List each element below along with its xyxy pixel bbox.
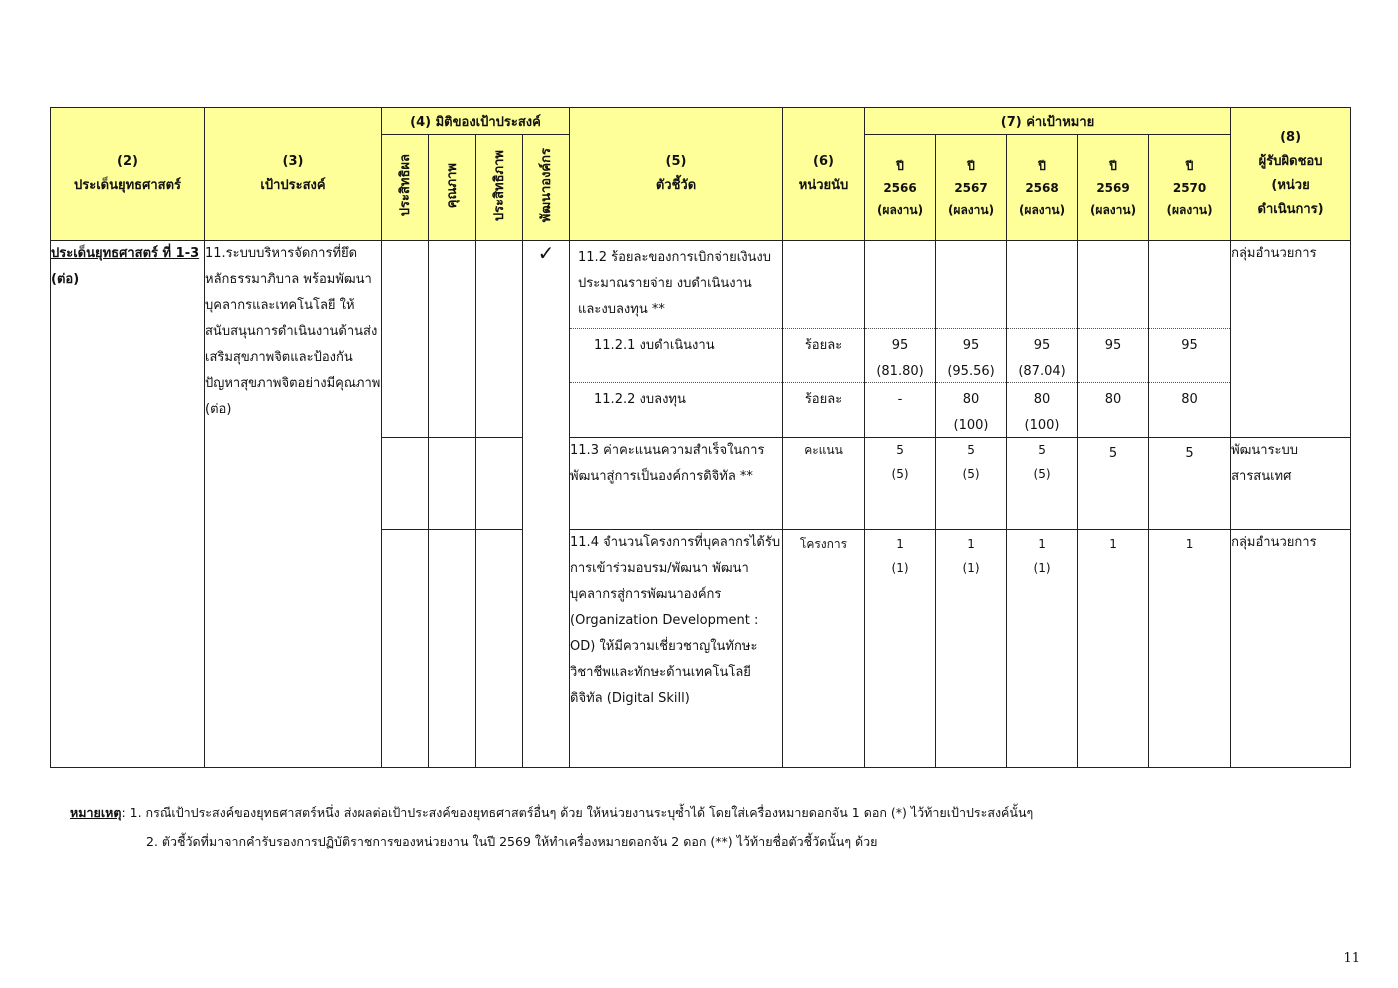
- target-2570-11-3: 5: [1149, 438, 1231, 530]
- target-2567-11-3: 5 (5): [936, 438, 1007, 530]
- header-targets: (7) ค่าเป้าหมาย: [865, 108, 1231, 135]
- header-owner: (8) ผู้รับผิดชอบ (หน่วย ดำเนินการ): [1231, 108, 1351, 241]
- header-dim-org-development: พัฒนาองค์กร: [523, 135, 570, 241]
- header-dimensions: (4) มิติของเป้าประสงค์: [382, 108, 570, 135]
- strategy-table: [50, 107, 1351, 768]
- header-year-2568: ปี 2568 (ผลงาน): [1007, 135, 1078, 241]
- header-indicator: (5) ตัวชี้วัด: [570, 108, 783, 241]
- unit-11-3: คะแนน: [783, 438, 865, 530]
- header-year-2567: ปี 2567 (ผลงาน): [936, 135, 1007, 241]
- target-2567-11-4: 1 (1): [936, 530, 1007, 768]
- header-dim-quality: คุณภาพ: [429, 135, 476, 241]
- indicator-11-2-1: 11.2.1 งบดำเนินงาน: [570, 329, 782, 383]
- indicator-11-4: 11.4 จำนวนโครงการที่บุคลากรได้รับการเข้าร่วมอบรม/พัฒนา พัฒนาบุคลากรสู่การพัฒนาองค์กร (Organization Development : OD) ให้มีความเชี่ยวชาญในทักษะวิชาชีพและทักษะด้านเทคโนโลยีดิจิทัล (Digital Skill): [570, 530, 783, 768]
- dim-org-development-cell: [523, 241, 570, 768]
- dim-quality-cell: [429, 241, 476, 438]
- unit-11-4: โครงการ: [783, 530, 865, 768]
- target-2566-11-4: 1 (1): [865, 530, 936, 768]
- dim-effectiveness-cell: [382, 241, 429, 438]
- owner-11-3: พัฒนาระบบสารสนเทศ: [1231, 438, 1351, 530]
- footnote-line-1: : 1. กรณีเป้าประสงค์ของยุทธศาสตร์หนึ่ง ส่งผลต่อเป้าประสงค์ของยุทธศาสตร์อื่นๆ ด้วย ให้หน่วยงานระบุซ้ำได้ โดยใส่เครื่องหมายดอกจัน 1 ดอก (*) ไว้ท้ายเป้าประสงค์นั้นๆ: [121, 805, 1034, 820]
- header-dim-effectiveness: ประสิทธิผล: [382, 135, 429, 241]
- target-2566-11-2: 95 (81.80) -: [865, 241, 936, 438]
- header-dim-efficiency: ประสิทธิภาพ: [476, 135, 523, 241]
- table-row: [51, 241, 1351, 438]
- header-year-2570: ปี 2570 (ผลงาน): [1149, 135, 1231, 241]
- target-2569-11-4: 1: [1078, 530, 1149, 768]
- target-2568-11-4: 1 (1): [1007, 530, 1078, 768]
- target-2566-11-3: 5 (5): [865, 438, 936, 530]
- header-unit: (6) หน่วยนับ: [783, 108, 865, 241]
- indicator-11-2-2: 11.2.2 งบลงทุน: [594, 392, 686, 407]
- target-2568-11-3: 5 (5): [1007, 438, 1078, 530]
- header-strategic-issue: (2) ประเด็นยุทธศาสตร์: [51, 108, 205, 241]
- target-2567-11-2: 95 (95.56) 80 (100): [936, 241, 1007, 438]
- unit-11-2: ร้อยละ ร้อยละ: [783, 241, 865, 438]
- goal-cell: 11.ระบบบริหารจัดการที่ยึดหลักธรรมาภิบาล พร้อมพัฒนาบุคลากรและเทคโนโลยี ให้สนับสนุนการดำเนินงานด้านส่งเสริมสุขภาพจิตและป้องกันปัญหาสุขภาพจิตอย่างมีคุณภาพ (ต่อ): [205, 241, 382, 768]
- target-2570-11-2: 95 80: [1149, 241, 1231, 438]
- target-2568-11-2: 95 (87.04) 80 (100): [1007, 241, 1078, 438]
- strategic-issue-cell: ประเด็นยุทธศาสตร์ ที่ 1-3 (ต่อ): [51, 241, 205, 768]
- indicator-11-2: 11.2 ร้อยละของการเบิกจ่ายเงินงบประมาณรายจ่าย งบดำเนินงานและงบลงทุน ** 11.2.1 งบดำเนินงาน 11.2.2 งบลงทุน: [570, 241, 783, 438]
- footnote: [70, 798, 1033, 856]
- indicator-11-3: 11.3 ค่าคะแนนความสำเร็จในการพัฒนาสู่การเป็นองค์การดิจิทัล **: [570, 438, 783, 530]
- target-2569-11-3: 5: [1078, 438, 1149, 530]
- owner-11-2: กลุ่มอำนวยการ: [1231, 241, 1351, 438]
- owner-11-4: กลุ่มอำนวยการ: [1231, 530, 1351, 768]
- header-year-2569: ปี 2569 (ผลงาน): [1078, 135, 1149, 241]
- page-number: 11: [1343, 951, 1360, 966]
- footnote-label: หมายเหตุ: [70, 805, 122, 820]
- header-year-2566: ปี 2566 (ผลงาน): [865, 135, 936, 241]
- header-goal: (3) เป้าประสงค์: [205, 108, 382, 241]
- checkmark-icon: ✓: [537, 241, 555, 265]
- target-2569-11-2: 95 80: [1078, 241, 1149, 438]
- footnote-line-2: 2. ตัวชี้วัดที่มาจากคำรับรองการปฏิบัติราชการของหน่วยงาน ในปี 2569 ให้ทำเครื่องหมายดอกจัน 2 ดอก (**) ไว้ท้ายชื่อตัวชี้วัดนั้นๆ ด้วย: [146, 834, 878, 849]
- target-2570-11-4: 1: [1149, 530, 1231, 768]
- dim-efficiency-cell: [476, 241, 523, 438]
